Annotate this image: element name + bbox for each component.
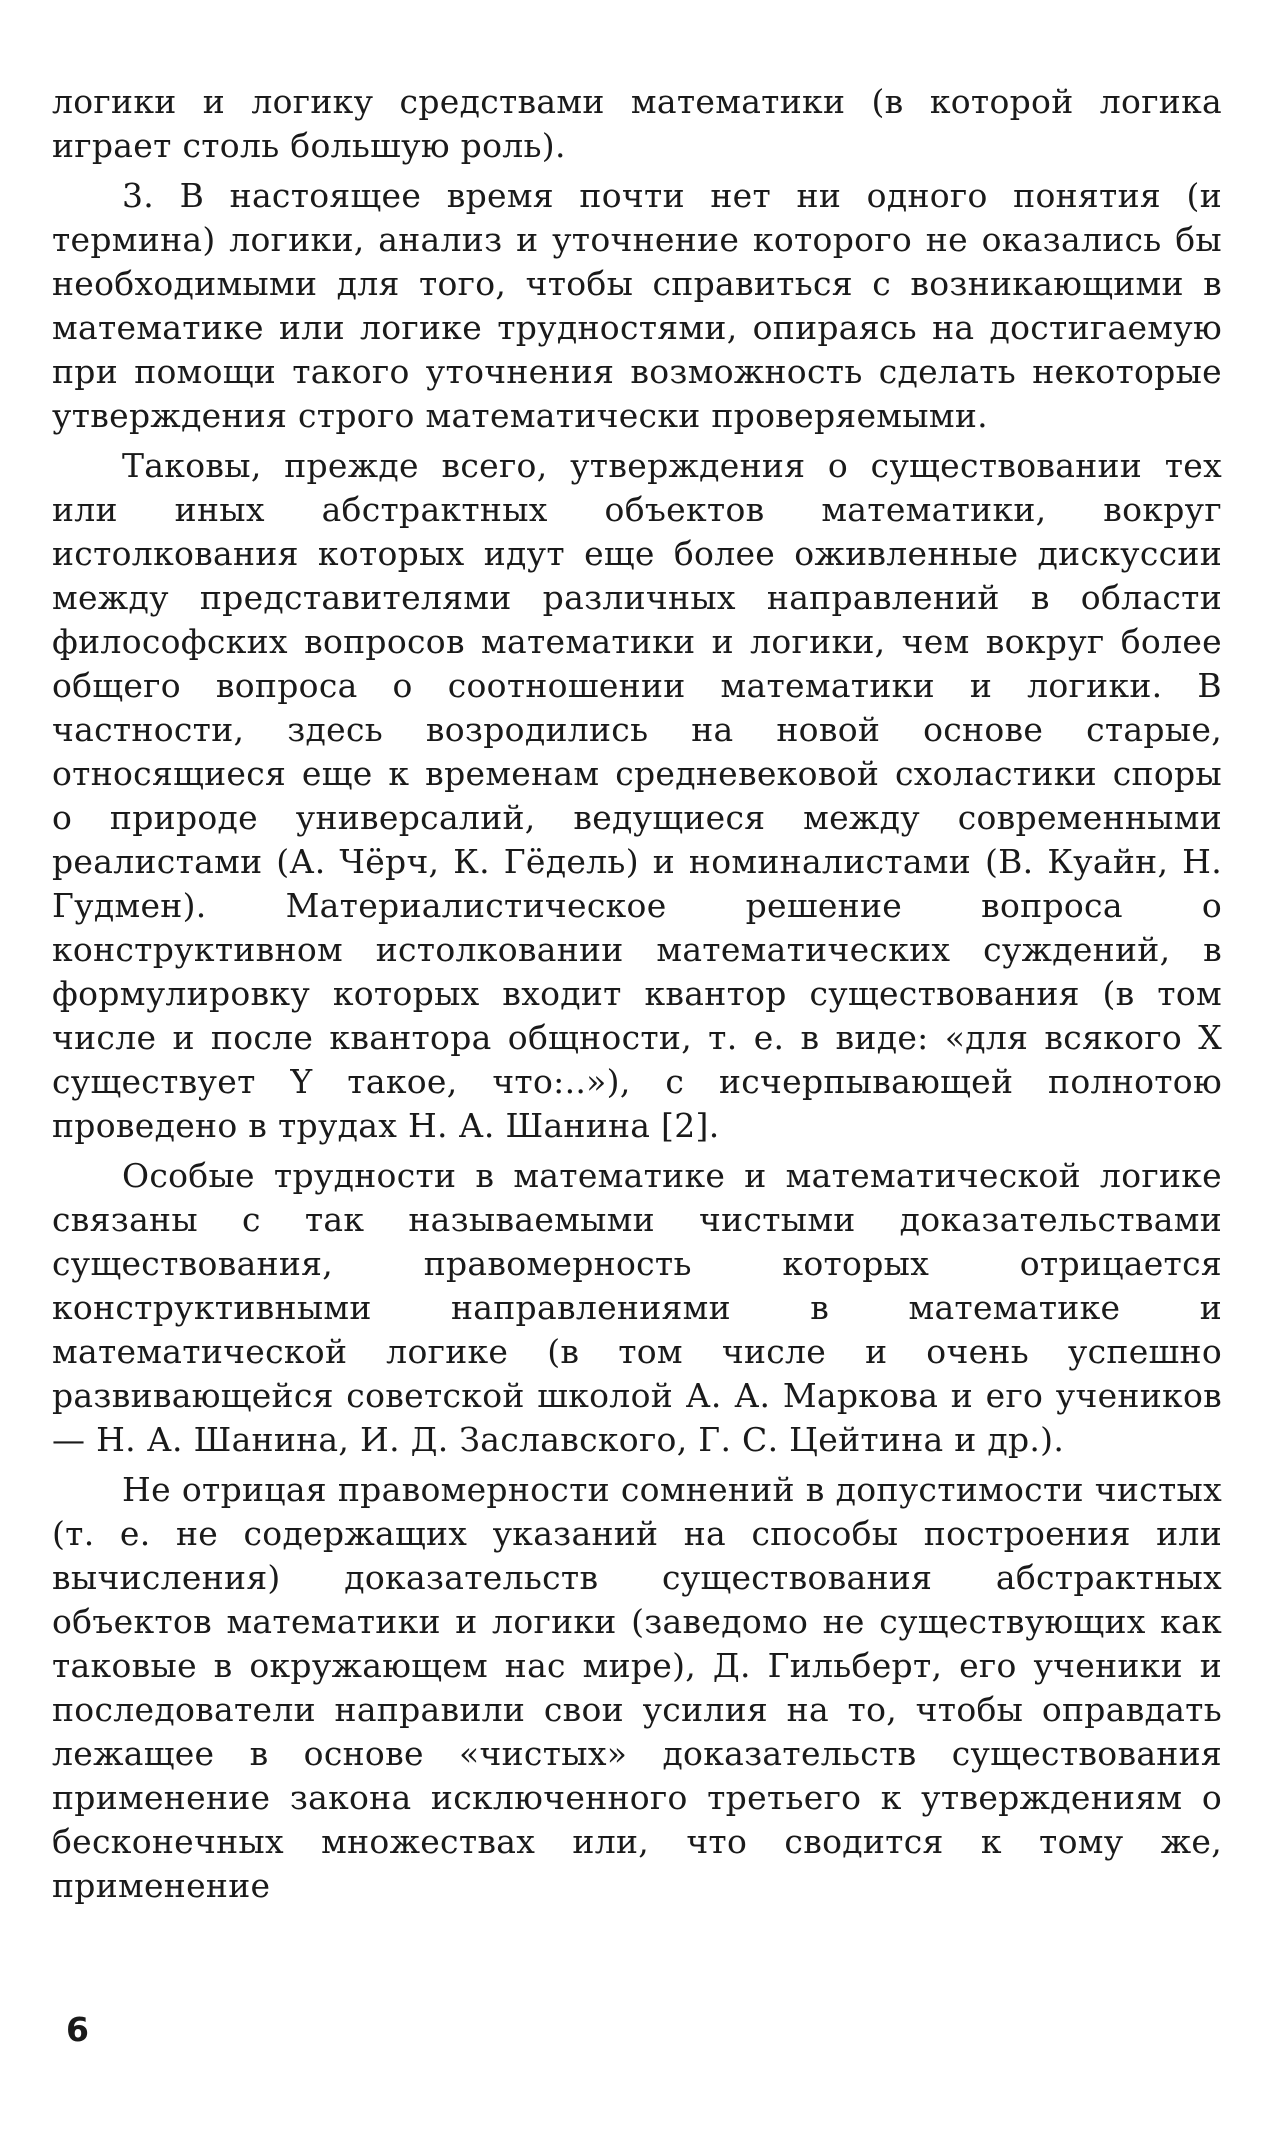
book-page: [52, 80, 1222, 1908]
page-number: 6: [66, 2010, 89, 2049]
paragraph-hilbert: Не отрицая правомерности сомнений в допустимости чистых (т. е. не содержащих указаний на способы построения или вычисления) доказательств существования абстрактных объектов математики и логики (заведомо не существующих как таковые в окружающем нас мире), Д. Гильберт, его ученики и последователи направили свои усилия на то, чтобы оправдать лежащее в основе «чистых» доказательств существования применение закона исключенного третьего к утверждениям о бесконечных множествах или, что сводится к тому же, применение: [52, 1470, 1222, 1905]
paragraph-point-3: 3. В настоящее время почти нет ни одного понятия (и термина) логики, анализ и уточнение которого не оказались бы необходимыми для того, чтобы справиться с возникающими в математике или логике трудностями, опираясь на достигаемую при помощи такого уточнения возможность сделать некоторые утверждения строго математически проверяемыми.: [52, 176, 1222, 435]
paragraph-pure-existence-proofs: Особые трудности в математике и математической логике связаны с так называемыми чистыми доказательствами существования, правомерность которых отрицается конструктивными направлениями в математике и математической логике (в том числе и очень успешно развивающейся советской школой А. А. Маркова и его учеников — Н. А. Шанина, И. Д. Заславского, Г. С. Цейтина и др.).: [52, 1156, 1222, 1459]
paragraph-existence-statements: Таковы, прежде всего, утверждения о существовании тех или иных абстрактных объектов математики, вокруг истолкования которых идут еще более оживленные дискуссии между представителями различных направлений в области философских вопросов математики и логики, чем вокруг более общего вопроса о соотношении математики и логики. В частности, здесь возродились на новой основе старые, относящиеся еще к временам средневековой схоластики споры о природе универсалий, ведущиеся между современными реалистами (А. Чёрч, К. Гёдель) и номиналистами (В. Куайн, Н. Гудмен). Материалистическое решение вопроса о конструктивном истолковании математических суждений, в формулировку которых входит квантор существования (в том числе и после квантора общности, т. е. в виде: «для всякого X существует Y такое, что:..»), с исчерпывающей полнотою проведено в трудах Н. А. Шанина [2].: [52, 446, 1222, 1145]
paragraph-continuation: логики и логику средствами математики (в которой логика играет столь большую роль).: [52, 82, 1222, 165]
